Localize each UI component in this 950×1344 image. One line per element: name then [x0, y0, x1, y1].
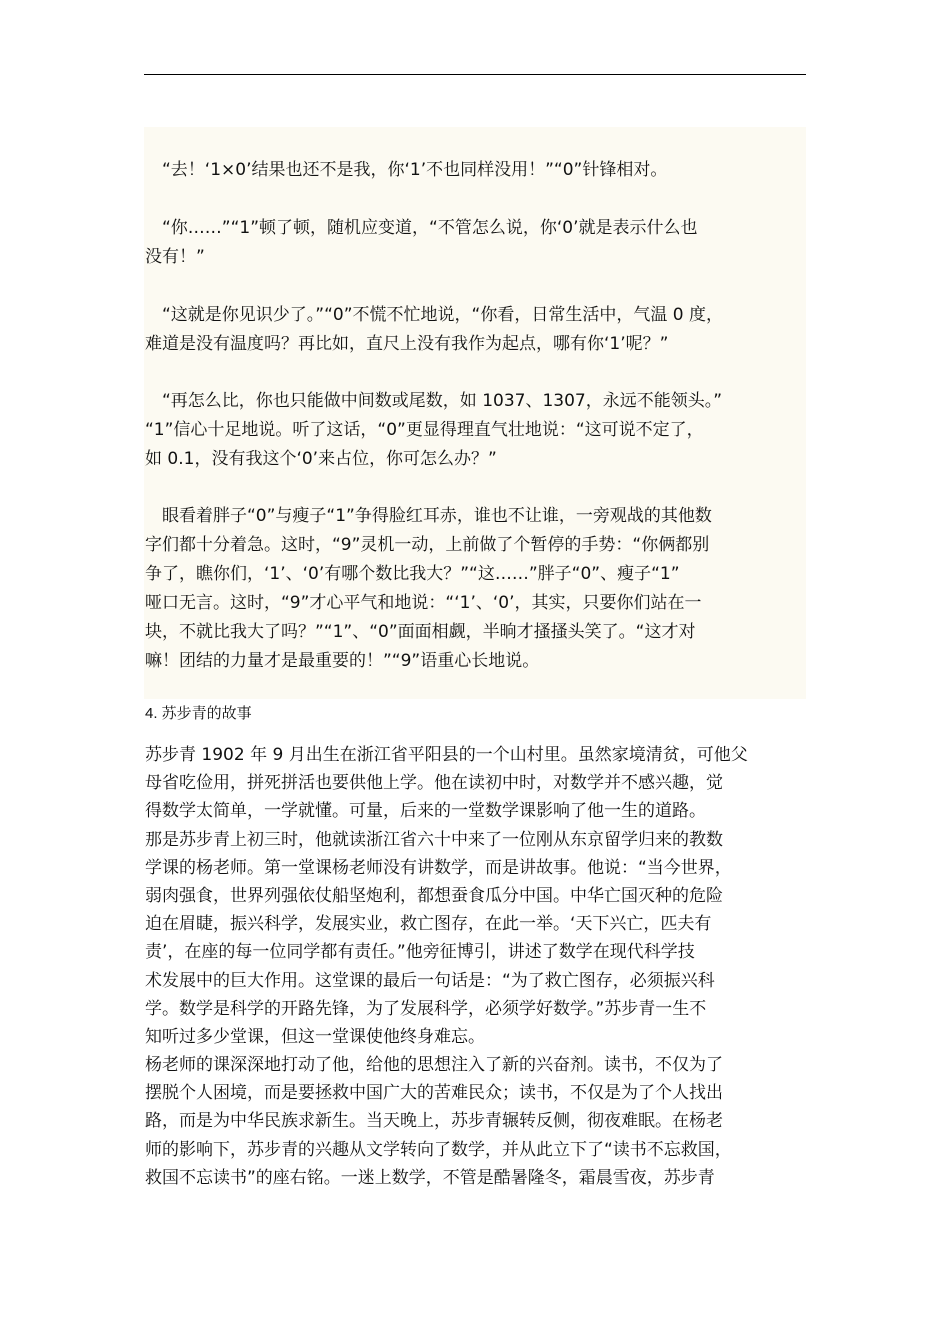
- text-line: “1”信心十足地说。听了这话，“0”更显得理直气壮地说：“这可说不定了，: [145, 420, 704, 440]
- body-text: [145, 741, 807, 1192]
- text-line: 苏步青 1902 年 9 月出生在浙江省平阳县的一个山村里。虽然家境清贫，可他父: [145, 745, 748, 765]
- text-line: 没有！”: [145, 247, 205, 267]
- text-line: 摆脱个人困境，而是要拯救中国广大的苦难民众；读书，不仅是为了个人找出: [145, 1083, 723, 1104]
- story-paragraph-1: [162, 156, 824, 185]
- text-line: 难道是没有温度吗？再比如，直尺上没有我作为起点，哪有你‘1’呢？”: [145, 334, 669, 354]
- text-line: 眼看着胖子“0”与瘦子“1”争得脸红耳赤，谁也不让谁，一旁观战的其他数: [162, 506, 712, 526]
- text-line: 弱肉强食，世界列强依仗船坚炮利，都想蚕食瓜分中国。中华亡国灭种的危险: [145, 885, 723, 906]
- story-paragraph-3: [145, 301, 807, 359]
- text-line: “去！‘1×0’结果也还不是我，你‘1’不也同样没用！”“0”针锋相对。: [162, 160, 668, 180]
- text-line: 哑口无言。这时，“9”才心平气和地说：“‘1’、‘0’，其实，只要你们站在一: [145, 593, 702, 613]
- text-line: 块，不就比我大了吗？”“1”、“0”面面相觑，半晌才搔搔头笑了。“这才对: [145, 622, 696, 642]
- text-line: 责’，在座的每一位同学都有责任。”他旁征博引，讲述了数学在现代科学技: [145, 942, 695, 963]
- header-rule: [144, 74, 806, 75]
- text-line: “你……”“1”顿了顿，随机应变道，“不管怎么说，你‘0’就是表示什么也: [162, 218, 698, 238]
- text-line: 救国不忘读书”的座右铭。一迷上数学，不管是酷暑隆冬，霜晨雪夜，苏步青: [145, 1167, 715, 1188]
- text-line: 母省吃俭用，拼死拼活也要供他上学。他在读初中时，对数学并不感兴趣，觉: [145, 773, 723, 794]
- text-line: 知听过多少堂课，但这一堂课使他终身难忘。: [145, 1026, 485, 1047]
- text-line: 迫在眉睫，振兴科学，发展实业，救亡图存，在此一举。‘天下兴亡，匹夫有: [145, 914, 712, 935]
- story-paragraph-5: [145, 502, 807, 676]
- text-line: 路，而是为中华民族求新生。当天晚上，苏步青辗转反侧，彻夜难眠。在杨老: [145, 1111, 723, 1132]
- text-line: 得数学太简单，一学就懂。可量，后来的一堂数学课影响了他一生的道路。: [145, 801, 706, 822]
- text-line: 学。数学是科学的开路先锋，为了发展科学，必须学好数学。”苏步青一生不: [145, 998, 707, 1019]
- text-line: “这就是你见识少了。”“0”不慌不忙地说，“你看，日常生活中，气温 0 度，: [162, 305, 723, 325]
- text-line: “再怎么比，你也只能做中间数或尾数，如 1037、1307，永远不能领头。”: [162, 391, 723, 411]
- text-line: 嘛！团结的力量才是最重要的！”“9”语重心长地说。: [145, 651, 540, 671]
- story-paragraph-4: [145, 387, 807, 474]
- text-line: 术发展中的巨大作用。这堂课的最后一句话是：“为了救亡图存，必须振兴科: [145, 970, 715, 991]
- text-line: 争了，瞧你们，‘1’、‘0’有哪个数比我大？”“这……”胖子“0”、瘦子“1”: [145, 564, 680, 584]
- section-heading: 4. 苏步青的故事: [145, 705, 252, 722]
- text-line: 杨老师的课深深地打动了他，给他的思想注入了新的兴奋剂。读书，不仅为了: [145, 1055, 723, 1076]
- text-line: 如 0.1，没有我这个‘0’来占位，你可怎么办？”: [145, 449, 497, 469]
- text-line: 那是苏步青上初三时，他就读浙江省六十中来了一位刚从东京留学归来的教数: [145, 829, 723, 850]
- text-line: 师的影响下，苏步青的兴趣从文学转向了数学，并从此立下了“读书不忘救国，: [145, 1139, 732, 1160]
- story-paragraph-2: [145, 214, 807, 272]
- text-line: 学课的杨老师。第一堂课杨老师没有讲数学，而是讲故事。他说：“当今世界，: [145, 857, 732, 878]
- text-line: 字们都十分着急。这时，“9”灵机一动，上前做了个暂停的手势：“你俩都别: [145, 535, 710, 555]
